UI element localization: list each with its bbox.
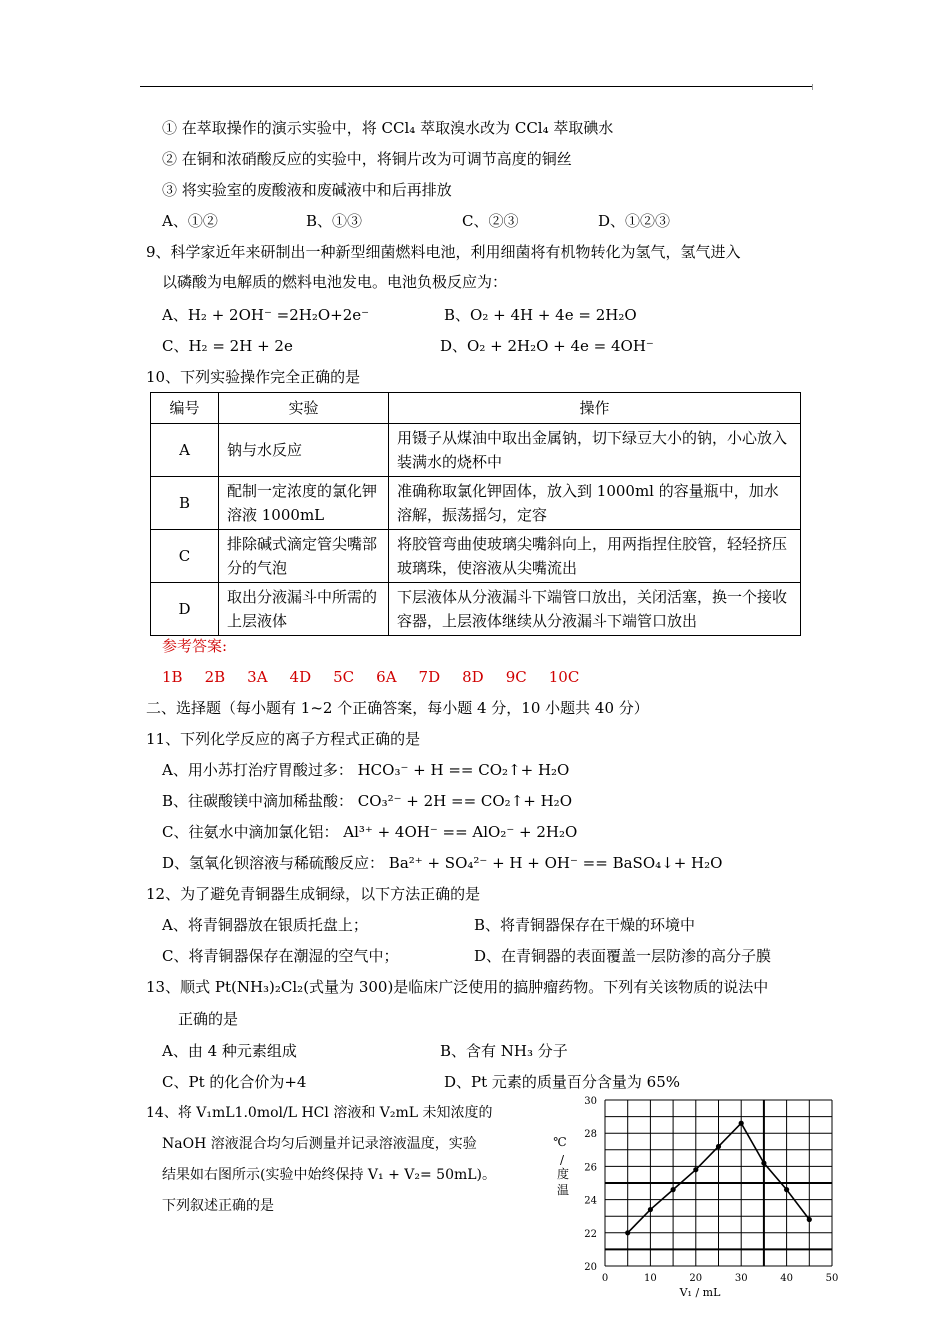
- header-rule: [140, 86, 812, 87]
- chart-grid: [605, 1100, 832, 1266]
- data-point: [648, 1207, 653, 1212]
- y-tick-label: 20: [584, 1262, 597, 1273]
- answer-item: 2B: [204, 668, 226, 686]
- q8-choice-d: D、①②③: [598, 212, 671, 230]
- x-tick-label: 30: [734, 1273, 748, 1284]
- q13-stem-1: 13、顺式 Pt(NH₃)₂Cl₂(式量为 300)是临床广泛使用的搞肿瘤药物。下列有关该物质的说法中: [146, 978, 769, 996]
- q13-option-c: C、Pt 的化合价为+4: [162, 1073, 307, 1091]
- y-tick-label: 28: [584, 1129, 597, 1141]
- q9-option-d: D、O₂ + 2H₂O + 4e = 4OH⁻: [440, 337, 654, 355]
- q11-stem: 11、下列化学反应的离子方程式正确的是: [146, 730, 421, 748]
- row-operation: 用镊子从煤油中取出金属钠，切下绿豆大小的钠，小心放入装满水的烧杯中: [389, 424, 801, 477]
- q9-option-c: C、H₂ = 2H + 2e: [162, 337, 293, 355]
- q9-stem-1: 9、科学家近年来研制出一种新型细菌燃料电池，利用细菌将有机物转化为氢气，氢气进入: [146, 243, 741, 261]
- q9-option-b: B、O₂ + 4H + 4e = 2H₂O: [444, 306, 637, 324]
- table-header-row: [151, 393, 801, 424]
- table-row: [151, 530, 801, 583]
- table-row: [151, 424, 801, 477]
- answers-list: [162, 667, 601, 687]
- answer-item: 5C: [333, 668, 355, 686]
- q8-choice-b: B、①③: [306, 212, 363, 230]
- row-id: A: [151, 424, 219, 477]
- header-operation: 操作: [389, 393, 801, 424]
- answer-item: 8D: [462, 668, 484, 686]
- q11-option-a: A、用小苏打治疗胃酸过多： HCO₃⁻ + H == CO₂↑+ H₂O: [162, 761, 570, 779]
- x-tick-label: 10: [644, 1273, 657, 1284]
- q13-stem-2: 正确的是: [178, 1010, 239, 1028]
- row-id: B: [151, 477, 219, 530]
- table-row: [151, 583, 801, 636]
- q14-line-3: 结果如右图所示(实验中始终保持 V₁ + V₂= 50mL)。: [162, 1167, 497, 1183]
- y-axis-label-a: 度: [556, 1167, 570, 1181]
- q12-option-c: C、将青铜器保存在潮湿的空气中；: [162, 947, 399, 965]
- row-experiment: 排除碱式滴定管尖嘴部分的气泡: [219, 530, 389, 583]
- y-tick-label: 24: [584, 1195, 597, 1207]
- q13-option-d: D、Pt 元素的质量百分含量为 65%: [444, 1073, 681, 1091]
- y-tick-label: 26: [584, 1162, 597, 1174]
- header-id: 编号: [151, 393, 219, 424]
- row-operation: 下层液体从分液漏斗下端管口放出，关闭活塞，换一个接收容器，上层液体继续从分液漏斗下端管口放出: [389, 583, 801, 636]
- y-tick-label: 22: [584, 1228, 597, 1240]
- header-experiment: 实验: [219, 393, 389, 424]
- section-2-heading: 二、选择题（每小题有 1~2 个正确答案，每小题 4 分，10 小题共 40 分）: [146, 699, 649, 717]
- x-tick-label: 50: [825, 1273, 839, 1284]
- answer-item: 4D: [289, 668, 312, 686]
- answer-item: 10C: [548, 668, 580, 686]
- answer-item: 1B: [162, 668, 183, 686]
- x-tick-label: 0: [601, 1273, 609, 1284]
- q8-option-2: ② 在铜和浓硝酸反应的实验中，将铜片改为可调节高度的铜丝: [162, 150, 572, 168]
- q11-option-d: D、氢氧化钡溶液与稀硫酸反应： Ba²⁺ + SO₄²⁻ + H + OH⁻ == BaSO₄↓+ H₂O: [162, 854, 723, 872]
- q8-option-1: ① 在萃取操作的演示实验中，将 CCl₄ 萃取溴水改为 CCl₄ 萃取碘水: [162, 119, 614, 137]
- answer-item: 9C: [505, 668, 527, 686]
- q12-option-b: B、将青铜器保存在干燥的环境中: [474, 916, 696, 934]
- data-point: [625, 1230, 630, 1235]
- y-axis-unit: ℃: [553, 1135, 567, 1149]
- q8-choice-c: C、②③: [462, 212, 519, 230]
- table-row: [151, 477, 801, 530]
- q12-option-d: D、在青铜器的表面覆盖一层防渗的高分子膜: [474, 947, 772, 965]
- q13-option-a: A、由 4 种元素组成: [162, 1042, 297, 1060]
- answer-item: 7D: [418, 668, 441, 686]
- temperature-chart: [550, 1090, 850, 1312]
- data-point: [739, 1121, 744, 1126]
- q14-line-4: 下列叙述正确的是: [162, 1198, 274, 1214]
- data-point: [807, 1217, 812, 1222]
- q8-choice-a: A、①②: [162, 212, 218, 230]
- q11-option-c: C、往氨水中滴加氯化铝： Al³⁺ + 4OH⁻ == AlO₂⁻ + 2H₂O: [162, 823, 578, 841]
- answer-item: 3A: [247, 668, 268, 686]
- q14-line-1: 14、将 V₁mL1.0mol/L HCl 溶液和 V₂mL 未知浓度的: [146, 1105, 493, 1121]
- y-tick-label: 30: [584, 1096, 597, 1107]
- q10-stem: 10、下列实验操作完全正确的是: [146, 368, 361, 386]
- row-experiment: 取出分液漏斗中所需的上层液体: [219, 583, 389, 636]
- y-axis-label-b: 温: [556, 1183, 570, 1197]
- row-operation: 将胶管弯曲使玻璃尖嘴斜向上，用两指捏住胶管，轻轻挤压玻璃珠，使溶液从尖嘴流出: [389, 530, 801, 583]
- row-id: C: [151, 530, 219, 583]
- x-tick-label: 40: [780, 1273, 793, 1284]
- q14-line-2: NaOH 溶液混合均匀后测量并记录溶液温度，实验: [162, 1136, 477, 1152]
- q11-option-b: B、往碳酸镁中滴加稀盐酸： CO₃²⁻ + 2H == CO₂↑+ H₂O: [162, 792, 572, 810]
- chart-ticks: [584, 1096, 838, 1284]
- q9-stem-2: 以磷酸为电解质的燃料电池发电。电池负极反应为：: [162, 273, 508, 291]
- answers-label: 参考答案:: [162, 637, 228, 655]
- q12-stem: 12、为了避免青铜器生成铜绿，以下方法正确的是: [146, 885, 481, 903]
- data-point: [761, 1160, 766, 1165]
- row-experiment: 配制一定浓度的氯化钾溶液 1000mL: [219, 477, 389, 530]
- x-tick-label: 20: [689, 1273, 703, 1284]
- q13-option-b: B、含有 NH₃ 分子: [440, 1042, 568, 1060]
- row-operation: 准确称取氯化钾固体，放入到 1000ml 的容量瓶中，加水溶解，振荡摇匀，定容: [389, 477, 801, 530]
- data-point: [693, 1167, 698, 1172]
- row-experiment: 钠与水反应: [219, 424, 389, 477]
- q9-option-a: A、H₂ + 2OH⁻ =2H₂O+2e⁻: [162, 306, 370, 324]
- header-mark: [812, 84, 813, 90]
- answer-item: 6A: [376, 668, 397, 686]
- data-point: [671, 1187, 676, 1192]
- data-point: [784, 1187, 789, 1192]
- q8-option-3: ③ 将实验室的废酸液和废碱液中和后再排放: [162, 181, 452, 199]
- data-point: [716, 1144, 721, 1149]
- q12-option-a: A、将青铜器放在银质托盘上；: [162, 916, 368, 934]
- row-id: D: [151, 583, 219, 636]
- q10-table: [150, 392, 801, 636]
- y-axis-sep: /: [559, 1153, 565, 1167]
- x-axis-label: V₁ / mL: [679, 1286, 721, 1299]
